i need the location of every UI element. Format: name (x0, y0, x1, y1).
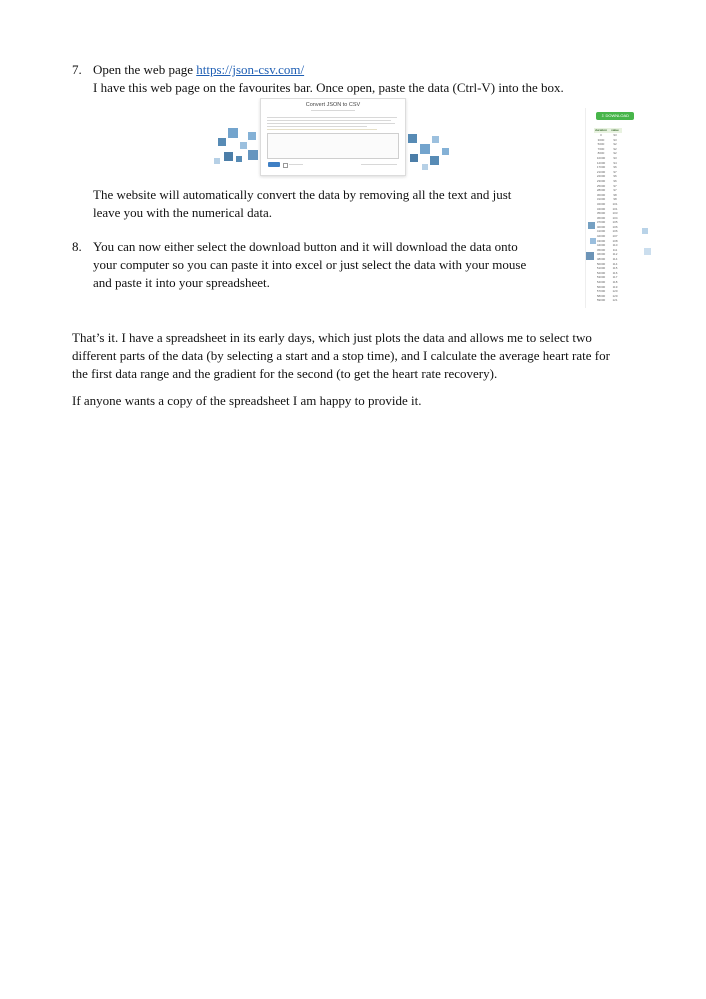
table-cell: 98 (613, 192, 617, 197)
table-cell: 56000 (596, 284, 606, 289)
converter-screenshot (212, 98, 452, 184)
item-8-line-1: You can now either select the download button and it will download the data onto (93, 239, 518, 254)
table-cell: 52000 (596, 270, 606, 275)
table-cell: 44000 (596, 243, 606, 248)
table-cell: 97 (613, 183, 617, 188)
download-button[interactable]: ⇩ DOWNLOAD (596, 112, 634, 120)
table-row (594, 298, 622, 303)
subtitle-line (311, 110, 355, 111)
table-cell: 120 (612, 293, 618, 298)
table-cell: 30000 (596, 192, 606, 197)
results-table (594, 128, 622, 303)
paragraph-1-line-1: That’s it. I have a spreadsheet in its early days, which just plots the data and allows me to select two (72, 330, 592, 345)
table-cell: 103 (612, 211, 618, 216)
table-cell: 93 (613, 133, 617, 137)
upload-button[interactable] (268, 162, 280, 167)
table-cell: 36000 (596, 215, 606, 220)
table-cell: 121 (612, 298, 618, 303)
table-cell: 111 (612, 247, 618, 252)
table-cell: 45000 (596, 247, 606, 252)
item-7-line-1 (93, 61, 304, 79)
table-cell: 12000 (596, 160, 606, 165)
table-cell: 93 (613, 155, 617, 160)
table-cell: 59000 (596, 298, 606, 303)
converter-card (260, 98, 406, 176)
column-header: duration (595, 128, 607, 132)
column-header: value (611, 128, 619, 132)
table-cell: 97 (613, 169, 617, 174)
table-cell: 22000 (596, 174, 606, 179)
table-cell: 23000 (596, 178, 606, 183)
json-input-box[interactable] (267, 133, 399, 159)
table-cell: 8000 (597, 151, 605, 156)
table-cell: 17000 (596, 165, 606, 170)
converter-title: Convert JSON to CSV (305, 102, 361, 108)
table-cell: 58000 (596, 293, 606, 298)
table-cell: 119 (612, 284, 618, 289)
table-cell: 92 (613, 151, 617, 156)
table-cell: 10000 (596, 155, 606, 160)
table-cell: 5000 (597, 142, 605, 147)
table-cell: 3000 (597, 137, 605, 142)
results-screenshot (585, 108, 654, 308)
table-cell: 114 (612, 257, 618, 262)
item-8-line-3: and paste it into your spreadsheet. (93, 275, 270, 290)
json-csv-link[interactable]: https://json-csv.com/ (196, 62, 305, 77)
table-cell: 112 (612, 252, 618, 257)
table-cell: 92 (613, 142, 617, 147)
table-cell: 118 (612, 280, 618, 284)
table-cell: 41000 (596, 229, 606, 234)
table-cell: 34000 (596, 206, 606, 211)
table-cell: 40000 (596, 224, 606, 229)
table-cell: 97 (613, 188, 617, 193)
table-cell: 7000 (597, 146, 605, 151)
paragraph-1-line-2: different parts of the data (by selecting a start and a stop time), and I calculate the average heart rate for (72, 348, 610, 363)
table-cell: 28000 (596, 188, 606, 193)
table-cell: 104 (612, 215, 618, 220)
table-cell: 101 (612, 201, 618, 206)
download-label: DOWNLOAD (605, 113, 630, 118)
item-7-line-2: I have this web page on the favourites bar. Once open, paste the data (Ctrl-V) into the box. (93, 80, 564, 95)
table-cell: 106 (612, 229, 618, 234)
table-cell: 96 (613, 174, 617, 179)
list-number: 8. (72, 239, 82, 254)
table-cell: 98 (613, 197, 617, 202)
table-cell: 35000 (596, 211, 606, 216)
table-cell: 57000 (596, 289, 606, 294)
item-8-line-2: your computer so you can paste it into excel or just select the data with your mouse (93, 257, 527, 272)
table-cell: 46000 (596, 252, 606, 257)
table-cell: 115 (612, 266, 618, 271)
item-7-note-line-1: The website will automatically convert the data by removing all the text and just (93, 187, 512, 202)
item-7-note-line-2: leave you with the numerical data. (93, 205, 273, 220)
paragraph-2: If anyone wants a copy of the spreadsheet I am happy to provide it. (72, 393, 422, 408)
table-cell: 108 (612, 238, 618, 243)
option-checkbox[interactable] (283, 163, 288, 168)
table-cell: 21000 (596, 169, 606, 174)
table-cell: 43000 (596, 238, 606, 243)
table-cell: 114 (612, 261, 618, 266)
table-cell: 50000 (596, 261, 606, 266)
table-cell: 106 (612, 224, 618, 229)
table-cell: 117 (612, 275, 618, 280)
table-cell: 107 (612, 234, 618, 239)
table-cell: 0 (600, 133, 602, 137)
table-cell: 53000 (596, 275, 606, 280)
table-cell: 120 (612, 289, 618, 294)
table-cell: 31000 (596, 197, 606, 202)
table-cell: 37000 (596, 220, 606, 225)
decorative-cubes-left (212, 98, 262, 184)
table-cell: 105 (612, 220, 618, 225)
table-cell: 48000 (596, 257, 606, 262)
table-cell: 94 (613, 160, 617, 165)
table-cell: 96 (613, 165, 617, 170)
table-cell: 92 (613, 146, 617, 151)
paragraph-1-line-3: the first data range and the gradient for the second (to get the heart rate recovery). (72, 366, 498, 381)
table-cell: 116 (612, 270, 618, 275)
table-cell: 42000 (596, 234, 606, 239)
table-cell: 32000 (596, 201, 606, 206)
table-cell: 93 (613, 137, 617, 142)
table-cell: 54000 (596, 280, 606, 284)
table-cell: 51000 (596, 266, 606, 271)
table-cell: 96 (613, 178, 617, 183)
decorative-cubes-right (402, 98, 452, 184)
table-cell: 101 (612, 206, 618, 211)
table-cell: 110 (612, 243, 618, 248)
list-number: 7. (72, 62, 82, 77)
item-7-prefix: Open the web page (93, 62, 197, 77)
table-cell: 25000 (596, 183, 606, 188)
